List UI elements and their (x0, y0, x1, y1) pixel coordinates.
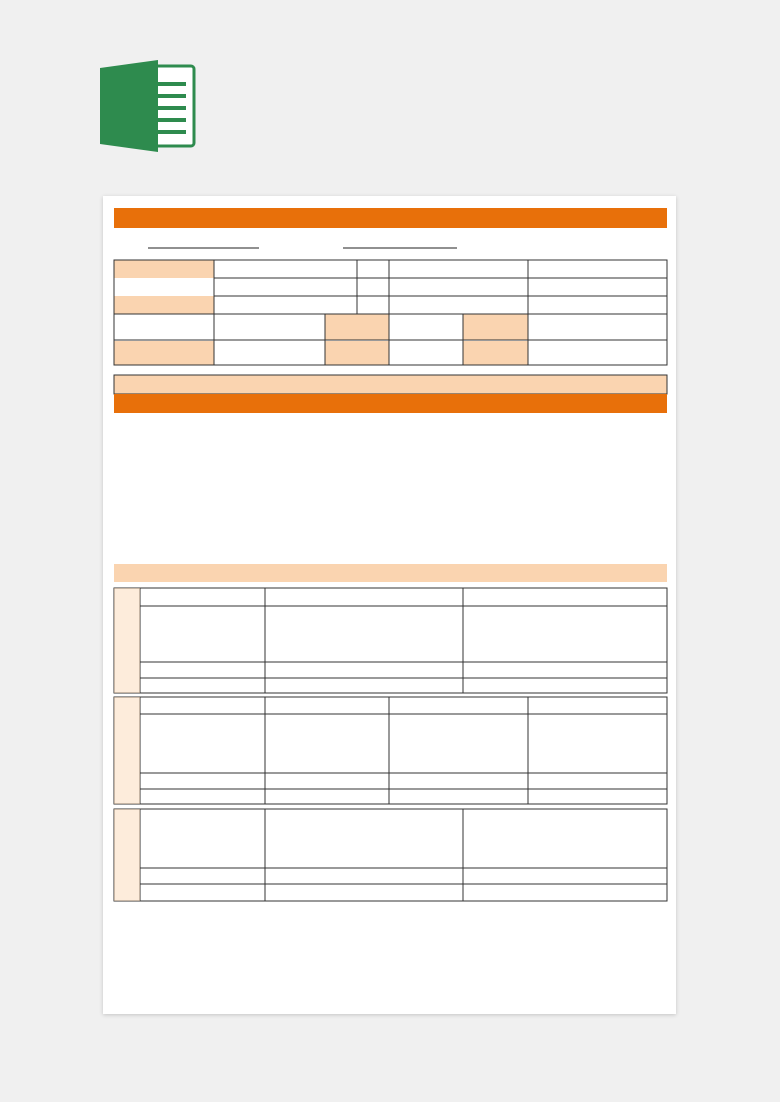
excel-logo-icon (98, 56, 198, 156)
form-title-bar (114, 208, 667, 228)
form-paper (103, 196, 676, 1014)
page-subtitle (262, 126, 294, 148)
form-sheet (103, 196, 676, 1014)
category-section (114, 260, 528, 365)
